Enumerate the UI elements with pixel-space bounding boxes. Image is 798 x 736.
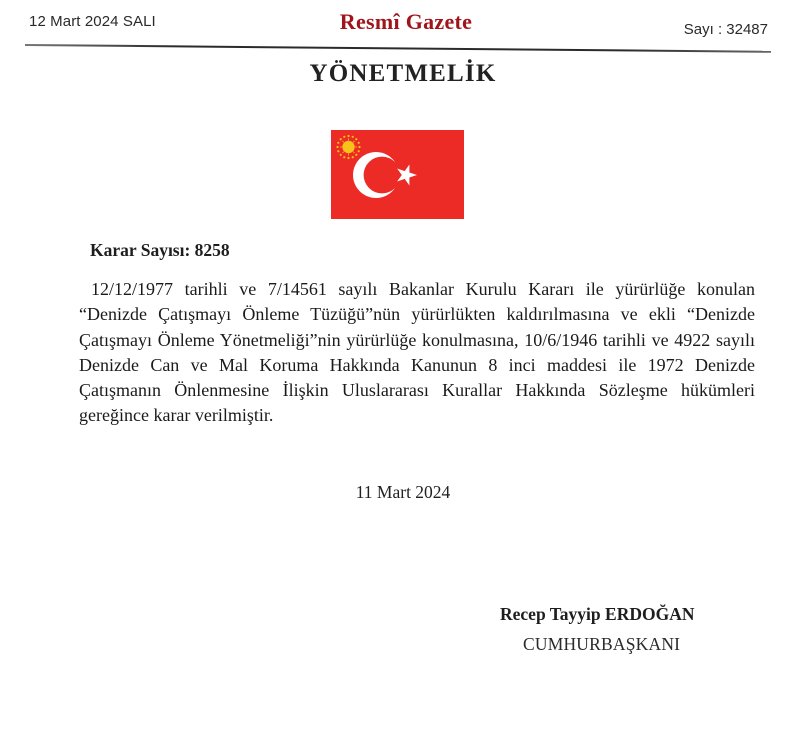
signatory-name: Recep Tayyip ERDOĞAN [500, 604, 695, 624]
signing-date: 11 Mart 2024 [355, 482, 451, 502]
section-title: YÖNETMELİK [309, 60, 497, 87]
decree-paragraph: 12/12/1977 tarihli ve 7/14561 sayılı Bakanlar Kurulu Kararı ile yürürlüğe konulan “Denizde Çatışmayı Önleme Tüzüğü”nün yürürlükten kaldırılmasına ve ekli “Denizde Çatışmayı Önleme Yönetmeliği”nin yürürlüğe konulmasına, 10/6/1946 tarihli ve 4922 sayılı Denizde Can ve Mal Koruma Hakkında Kanunun 8 inci maddesi ile 1972 Denizde Çatışmanın Önlenmesine İlişkin Uluslararası Kurallar Hakkında Sözleşme hükümleri gereğince karar verilmiştir. [79, 279, 755, 426]
header-divider [25, 44, 771, 53]
signatory-title: CUMHURBAŞKANI [523, 634, 681, 654]
issue-number: Sayı : 32487 [683, 21, 768, 38]
turkish-presidential-flag-icon [331, 130, 464, 219]
decision-number: Karar Sayısı: 8258 [90, 240, 230, 260]
publication-title: Resmî Gazete [339, 9, 473, 34]
issue-date: 12 Mart 2024 SALI [29, 13, 156, 30]
